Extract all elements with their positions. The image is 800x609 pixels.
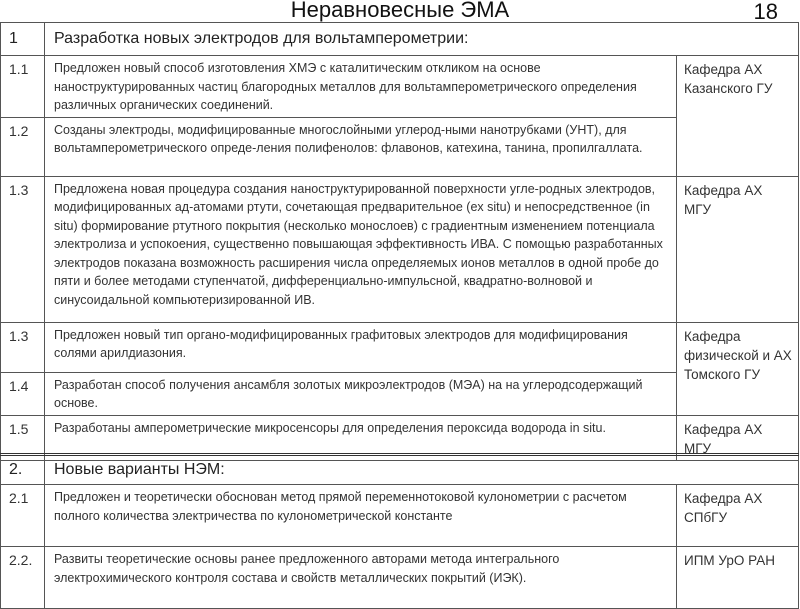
section-title: Разработка новых электродов для вольтамперометрии: xyxy=(45,23,799,56)
table-row xyxy=(1,176,799,322)
row-number: 1.3 xyxy=(1,322,45,372)
row-organization: Кафедра АХ МГУ xyxy=(676,415,798,460)
section-header-row xyxy=(1,455,799,485)
row-number: 2.1 xyxy=(1,485,45,547)
slide-title: Неравновесные ЭМА xyxy=(290,0,510,22)
section-number: 1 xyxy=(1,23,45,56)
row-description: Предложен новый способ изготовления ХМЭ с каталитическим откликом на основе наноструктурированных частиц благородных металлов для вольтамперометрического определения различных органических соединений. xyxy=(45,56,677,118)
row-number: 1.3 xyxy=(1,176,45,322)
row-description: Разработаны амперометрические микросенсоры для определения пероксида водорода in situ. xyxy=(45,415,677,460)
row-number: 1.5 xyxy=(1,415,45,460)
row-organization: Кафедра АХ СПбГУ xyxy=(677,485,799,547)
section-number: 2. xyxy=(1,455,45,485)
row-description: Созданы электроды, модифицированные многослойными углерод-ными нанотрубками (УНТ), для вольтамперометрического опреде-ления полифенолов: флавонов, катехина, танина, пропилгаллата. xyxy=(45,117,677,176)
row-description: Разработан способ получения ансамбля золотых микроэлектродов (МЭА) на на углеродсодержащий основе. xyxy=(45,372,677,415)
results-table-new-variants xyxy=(0,453,799,609)
row-description: Предложена новая процедура создания наноструктурированной поверхности угле-родных электродов, модифицированных ад-атомами ртути, сочетающая предварительное (ex situ) и непосредственное (in situ) формирование ртутного покрытия (несколько монослоев) с градиентным изменением потенциала электролиза и успокоения, существенно повышающая эффективность ИВА. С помощью разработанных электродов показана возможность расширения числа определяемых ионов металлов в одной пробе до пяти и более методами ступенчатой, дифференциально-импульсной, квадратно-волновой и синусоидальной компьютеризированной ИВ. xyxy=(45,176,677,322)
row-description: Предложен новый тип органо-модифицированных графитовых электродов для модифицирования солями арилдиазония. xyxy=(45,322,677,372)
table-row xyxy=(1,547,799,609)
row-organization: ИПМ УрО РАН xyxy=(677,547,799,609)
row-organization: Кафедра АХ Казанского ГУ xyxy=(676,56,798,177)
row-description: Развиты теоретические основы ранее предложенного авторами метода интегрального электрохимического контроля состава и свойств металлических покрытий (ИЭК). xyxy=(45,547,677,609)
row-number: 2.2. xyxy=(1,547,45,609)
section-title: Новые варианты НЭМ: xyxy=(45,455,799,485)
row-number: 1.2 xyxy=(1,117,45,176)
row-organization: Кафедра АХ МГУ xyxy=(676,176,798,322)
row-number: 1.1 xyxy=(1,56,45,118)
table-row xyxy=(1,56,799,118)
page-number: 18 xyxy=(753,0,778,24)
table-row xyxy=(1,322,799,372)
row-description: Предложен и теоретически обоснован метод прямой переменнотоковой кулонометрии с расчетом полного количества электричества по кулонометрической константе xyxy=(45,485,677,547)
table-row xyxy=(1,485,799,547)
row-organization: Кафедра физической и АХ Томского ГУ xyxy=(676,322,798,415)
results-table-electrodes xyxy=(0,22,799,461)
section-header-row xyxy=(1,23,799,56)
row-number: 1.4 xyxy=(1,372,45,415)
